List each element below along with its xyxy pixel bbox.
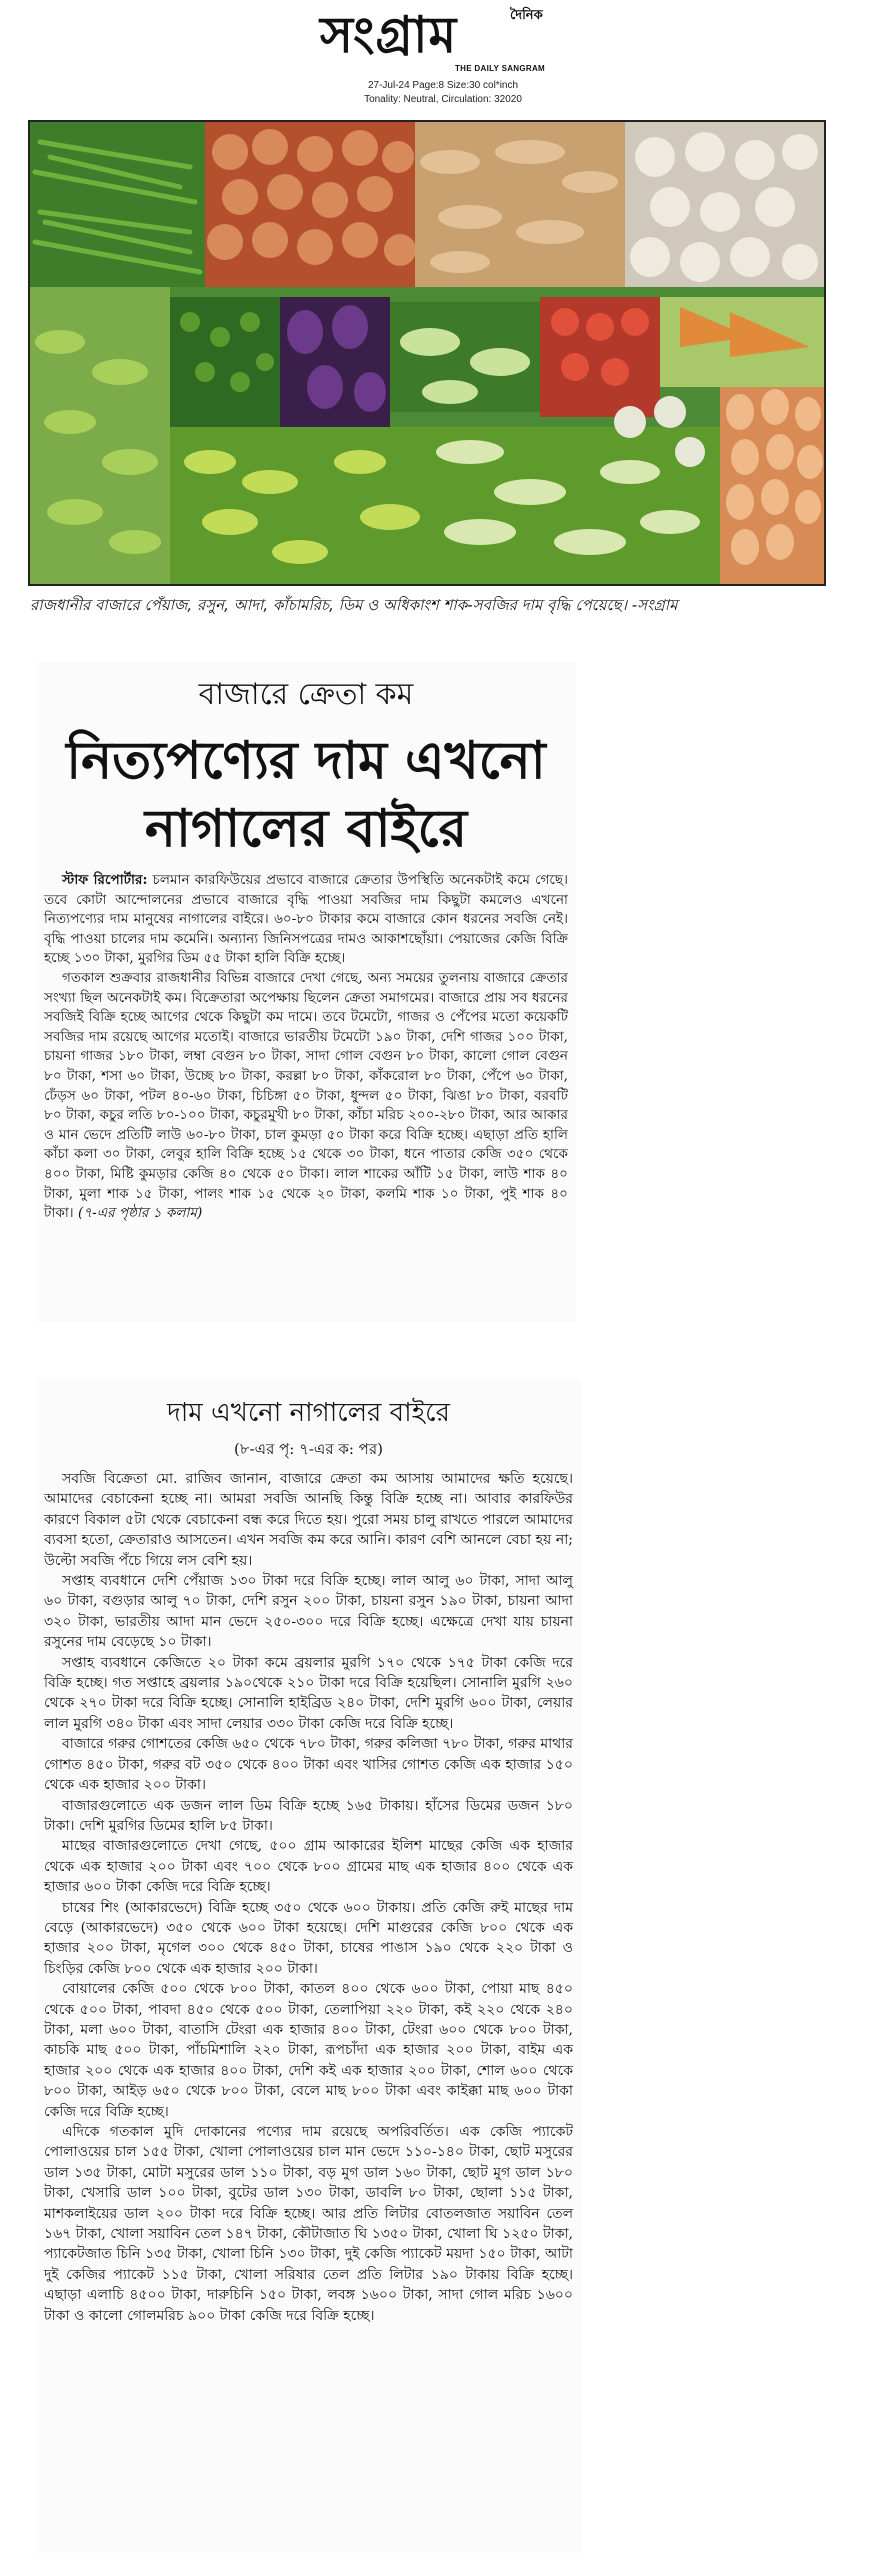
article-paragraph: সপ্তাহ ব্যবধানে কেজিতে ২০ টাকা কমে ব্রয়লার মুরগি ১৭০ থেকে ১৭৫ টাকা কেজি দরে বিক্রি হচ্ছে। গত সপ্তাহে ব্রয়লার ১৯০থেকে ২১০ টাকা দরে বিক্রি হয়েছিল। সোনালি মুরগি ২৬০ থেকে ২৭০ টাকা দরে বিক্রি হচ্ছে। সোনালি হাইব্রিড ২৪০ টাকা, দেশি মুরগি ৬০০ টাকা, লেয়ার লাল মুরগি ৩৪০ টাকা এবং সাদা লেয়ার ৩৩০ টাকা কেজি দরে বিক্রি হচ্ছে। — [44, 1654, 573, 1732]
headline-line-2: নাগালের বাইরে — [144, 799, 468, 859]
article-paragraph: এদিকে গতকাল মুদি দোকানের পণ্যের দাম রয়েছে অপরিবর্তিত। এক কেজি প্যাকেট পোলাওয়ের চাল ১৫৫ টাকা, খোলা পোলাওয়ের চাল মান ভেদে ১১০-১৪০ টাকা, ছোট মসুরের ডাল ১৩৫ টাকা, মোটা মসুরের ডাল ১১০ টাকা, বড় মুগ ডাল ১৬০ টাকা, ছোট মুগ ডাল ১৮০ টাকা, খেসারি ডাল ১০০ টাকা, বুটের ডাল ১৩০ টাকা, ডাবলি ৮০ টাকা, ছোলা ১১৫ টাকা, মাশকলাইয়ের ডাল ২০০ টাকা দরে বিক্রি হচ্ছে। আর প্রতি লিটার বোতলজাত সয়াবিন তেল ১৬৭ টাকা, খোলা সয়াবিন তেল ১৪৭ টাকা, কৌটাজাত ঘি ১৩৫০ টাকা, খোলা ঘি ১২৫০ টাকা, প্যাকেটজাত চিনি ১৩৫ টাকা, খোলা চিনি ১৩০ টাকা, দুই কেজি প্যাকেট ময়দা ১৫০ টাকা, আটা দুই কেজির প্যাকেট ১১৫ টাকা, খোলা সরিষার তেল প্রতি লিটার ১৯০ টাকায় বিক্রি হচ্ছে। এছাড়া এলাচি ৪৫০০ টাকা, দারুচিনি ১৫০ টাকা, লবঙ্গ ১৬০০ টাকা, সাদা গোল মরিচ ১৬০০ টাকা ও কালো গোলমরিচ ৯০০ টাকা কেজি দরে বিক্রি হচ্ছে। — [44, 2124, 573, 2324]
article-paragraph — [44, 871, 568, 969]
continuation-body — [36, 1469, 581, 2326]
article-paragraph: বোয়ালের কেজি ৫০০ থেকে ৮০০ টাকা, কাতল ৪০০ থেকে ৬০০ টাকা, পোয়া মাছ ৪৫০ থেকে ৫০০ টাকা, পাবদা ৪৫০ থেকে ৫০০ টাকা, তেলাপিয়া ২২০ টাকা, কই ২২০ থেকে ২৪০ টাকা, মলা ৬০০ টাকা, বাতাসি টেংরা এক হাজার ৪০০ টাকা, টেংরা ৬০০ থেকে ৮০০ টাকা, কাচকি মাছ ৫০০ টাকা, পাঁচমিশালি ২২০ টাকা, রূপচাঁদা এক হাজার ২০০ টাকা, বাইম এক হাজার ২০০ থেকে এক হাজার ৪০০ টাকা, দেশি কই এক হাজার ২০০ টাকা, শোল ৬০০ থেকে ৮০০ টাকা, আইড় ৬৫০ থেকে ৮০০ টাকা, বেলে মাছ ৮০০ টাকা এবং কাইক্কা মাছ ৬০০ টাকা কেজি দরে বিক্রি হচ্ছে। — [44, 1981, 573, 2120]
article-main — [36, 662, 576, 1322]
article-paragraph: বাজারে গরুর গোশতের কেজি ৬৫০ থেকে ৭৮০ টাকা, গরুর কলিজা ৭৮০ টাকা, গরুর মাথার গোশত ৪৫০ টাকা, গরুর বট ৩৫০ থেকে ৪০০ টাকা এবং খাসির গোশত কেজি এক হাজার ১৫০ থেকে এক হাজার ২০০ টাকা। — [44, 1736, 574, 1794]
continuation-note: (৭-এর পৃষ্ঠার ১ কলাম) — [73, 1205, 203, 1222]
article-paragraph: মাছের বাজারগুলোতে দেখা গেছে, ৫০০ গ্রাম আকারের ইলিশ মাছের কেজি এক হাজার থেকে এক হাজার ২০০ টাকা এবং ৭০০ থেকে ৮০০ গ্রামের মাছ এক হাজার ৪০০ থেকে এক হাজার ৬০০ টাকা কেজি দরে বিক্রি হচ্ছে। — [44, 1838, 573, 1896]
paragraph-text: চলমান কারফিউয়ের প্রভাবে বাজারে ক্রেতার উপস্থিতি অনেকটাই কমে গেছে। তবে কোটা আন্দোলনের প্রভাবে বাজারে বৃদ্ধি পাওয়া সবজির দাম কিছুটা কমলেও এখনো নিত্যপণ্যের দাম মানুষের নাগালের বাইরে। ৬০-৮০ টাকার কমে বাজারে কোন ধরনের সবজি নেই। বৃদ্ধি পাওয়া চালের দাম কমেনি। অন্যান্য জিনিসপত্রের দামও আকাশছোঁয়া। পেয়াজের কেজি বিক্রি হচ্ছে ১৩০ টাকা, মুরগির ডিম ৫৫ টাকা হালি বিক্রি হচ্ছে। — [44, 872, 568, 967]
market-vegetables-photo — [28, 120, 826, 586]
article-paragraph: চাষের শিং (আকারভেদে) বিক্রি হচ্ছে ৩৫০ থেকে ৬০০ টাকায়। প্রতি কেজি রুই মাছের দাম বেড়ে (আকারভেদে) ৩৫০ থেকে ৬০০ টাকা হয়েছে। দেশি মাগুরের কেজি ৮০০ থেকে এক হাজার ২০০ টাকা, মৃগেল ৩০০ থেকে ৪৫০ টাকা, চাষের পাঙাস ১৯০ থেকে ২২০ টাকা ও চিংড়ির কেজি ৮০০ থেকে এক হাজার ২০০ টাকা। — [44, 1899, 573, 1977]
article-kicker: বাজারে ক্রেতা কম — [198, 677, 414, 712]
continuation-title: দাম এখনো নাগালের বাইরে — [167, 1398, 450, 1428]
article-headline — [36, 727, 576, 863]
article-continuation — [36, 1378, 581, 2553]
photo-caption: রাজধানীর বাজারে পেঁয়াজ, রসুন, আদা, কাঁচামরিচ, ডিম ও অধিকাংশ শাক-সবজির দাম বৃদ্ধি পেয়েছে। -সংগ্রাম — [30, 596, 678, 614]
masthead-daily: দৈনিক — [510, 8, 543, 23]
clipping-meta-line2: Tonality: Neutral, Circulation: 32020 — [364, 94, 522, 105]
article-paragraph: সপ্তাহ ব্যবধানে দেশি পেঁয়াজ ১৩০ টাকা দরে বিক্রি হচ্ছে। লাল আলু ৬০ টাকা, সাদা আলু ৬০ টাকা, বগুড়ার আলু ৭০ টাকা, দেশি রসুন ২০০ টাকা, চায়না রসুন ১৯০ টাকা, চায়না আদা ৩২০ টাকা, ভারতীয় আদা মান ভেদে ২৫০-৩০০ দরে বিক্রি হচ্ছে। এক্ষেত্রে দেখা যায় চায়না রসুনের দাম বেড়েছে ১০ টাকা। — [44, 1573, 573, 1651]
article-body — [36, 871, 576, 1224]
byline: স্টাফ রিপোর্টার: — [62, 872, 148, 888]
article-paragraph: সবজি বিক্রেতা মো. রাজিব জানান, বাজারে ক্রেতা কম আসায় আমাদের ক্ষতি হয়েছে। আমাদের বেচাকেনা হচ্ছে না। আমরা সবজি আনছি কিন্তু বিক্রি হচ্ছে না। আবার কারফিউর কারণে বিকাল ৫টা থেকে বেচাকেনা বন্ধ করে দিতে হয়। পুরো সময় চালু রাখতে পারলে আমাদের ব্যবসা হতো, ক্রেতারাও আসতেন। এখন সবজি কম করে আনি। কারণ বেশি আনলে বেচা হয় না; উল্টো সবজি পঁচে গিয়ে লস বেশি হয়। — [44, 1471, 573, 1569]
masthead — [0, 0, 876, 120]
paragraph-text: গতকাল শুক্রবার রাজধানীর বিভিন্ন বাজারে দেখা গেছে, অন্য সময়ের তুলনায় বাজারে ক্রেতার সংখ্যা ছিল অনেকটাই কম। বিক্রেতারা অপেক্ষায় ছিলেন ক্রেতা সমাগমের। বাজারে প্রায় সব ধরনের সবজিই বিক্রি হচ্ছে আগের থেকে কিছুটা কম দামে। তবে টমেটো, গাজর ও পেঁপের মতো কয়েকটি সবজির দাম রয়েছে আগের মতোই। বাজারে ভারতীয় টমেটো ১৯০ টাকা, দেশি গাজর ১০০ টাকা, চায়না গাজর ১৮০ টাকা, লম্বা বেগুন ৮০ টাকা, সাদা গোল বেগুন ৮০ টাকা, কালো গোল বেগুন ৮০ টাকা, শসা ৬০ টাকা, উচ্ছে ৮০ টাকা, করল্লা ৮০ টাকা, কাঁকরোল ৮০ টাকা, পেঁপে ৬০ টাকা, ঢেঁড়স ৬০ টাকা, পটল ৪০-৬০ টাকা, চিচিঙ্গা ৫০ টাকা, ধুন্দল ৫০ টাকা, ঝিঙা ৮০ টাকা, বরবটি ৮০ টাকা, কচুর লতি ৮০-১০০ টাকা, কচুরমুখী ৮০ টাকা, কাঁচা মরিচ ২০০-২৮০ টাকা, আর আকার ও মান ভেদে প্রতিটি লাউ ৬০-৮০ টাকা, চাল কুমড়া ৫০ টাকা করে বিক্রি হচ্ছে। এছাড়া প্রতি হালি কাঁচা কলা ৩০ টাকা, লেবুর হালি বিক্রি হচ্ছে ১৫ থেকে ৩০ টাকা, ধনে পাতার কেজি ৩৫০ থেকে ৪০০ টাকা, মিষ্টি কুমড়ার কেজি ৪০ থেকে ৫০ টাকা। লাল শাকের আঁটি ১৫ টাকা, লাউ শাক ৪০ টাকা, মুলা শাক ১৫ টাকা, পালং শাক ১৫ থেকে ২০ টাকা, কলমি শাক ১০ টাকা, পুই শাক ৪০ টাকা। — [44, 969, 568, 1222]
newspaper-english-name: THE DAILY SANGRAM — [455, 64, 545, 73]
article-paragraph — [44, 969, 568, 1224]
article-paragraph: বাজারগুলোতে এক ডজন লাল ডিম বিক্রি হচ্ছে ১৬৫ টাকায়। হাঁসের ডিমের ডজন ১৮০ টাকা। দেশি মুরগির ডিমের হালি ৮৫ টাকা। — [44, 1797, 573, 1834]
vegetables-illustration — [30, 122, 824, 584]
newspaper-logo: সংগ্রাম — [320, 6, 458, 64]
clipping-meta-line1: 27-Jul-24 Page:8 Size:30 col*inch — [367, 80, 519, 91]
headline-line-1: নিত্যপণ্যের দাম এখনো — [66, 731, 546, 791]
continuation-subtitle: (৮-এর পৃ: ৭-এর ক: পর) — [234, 1440, 383, 1458]
